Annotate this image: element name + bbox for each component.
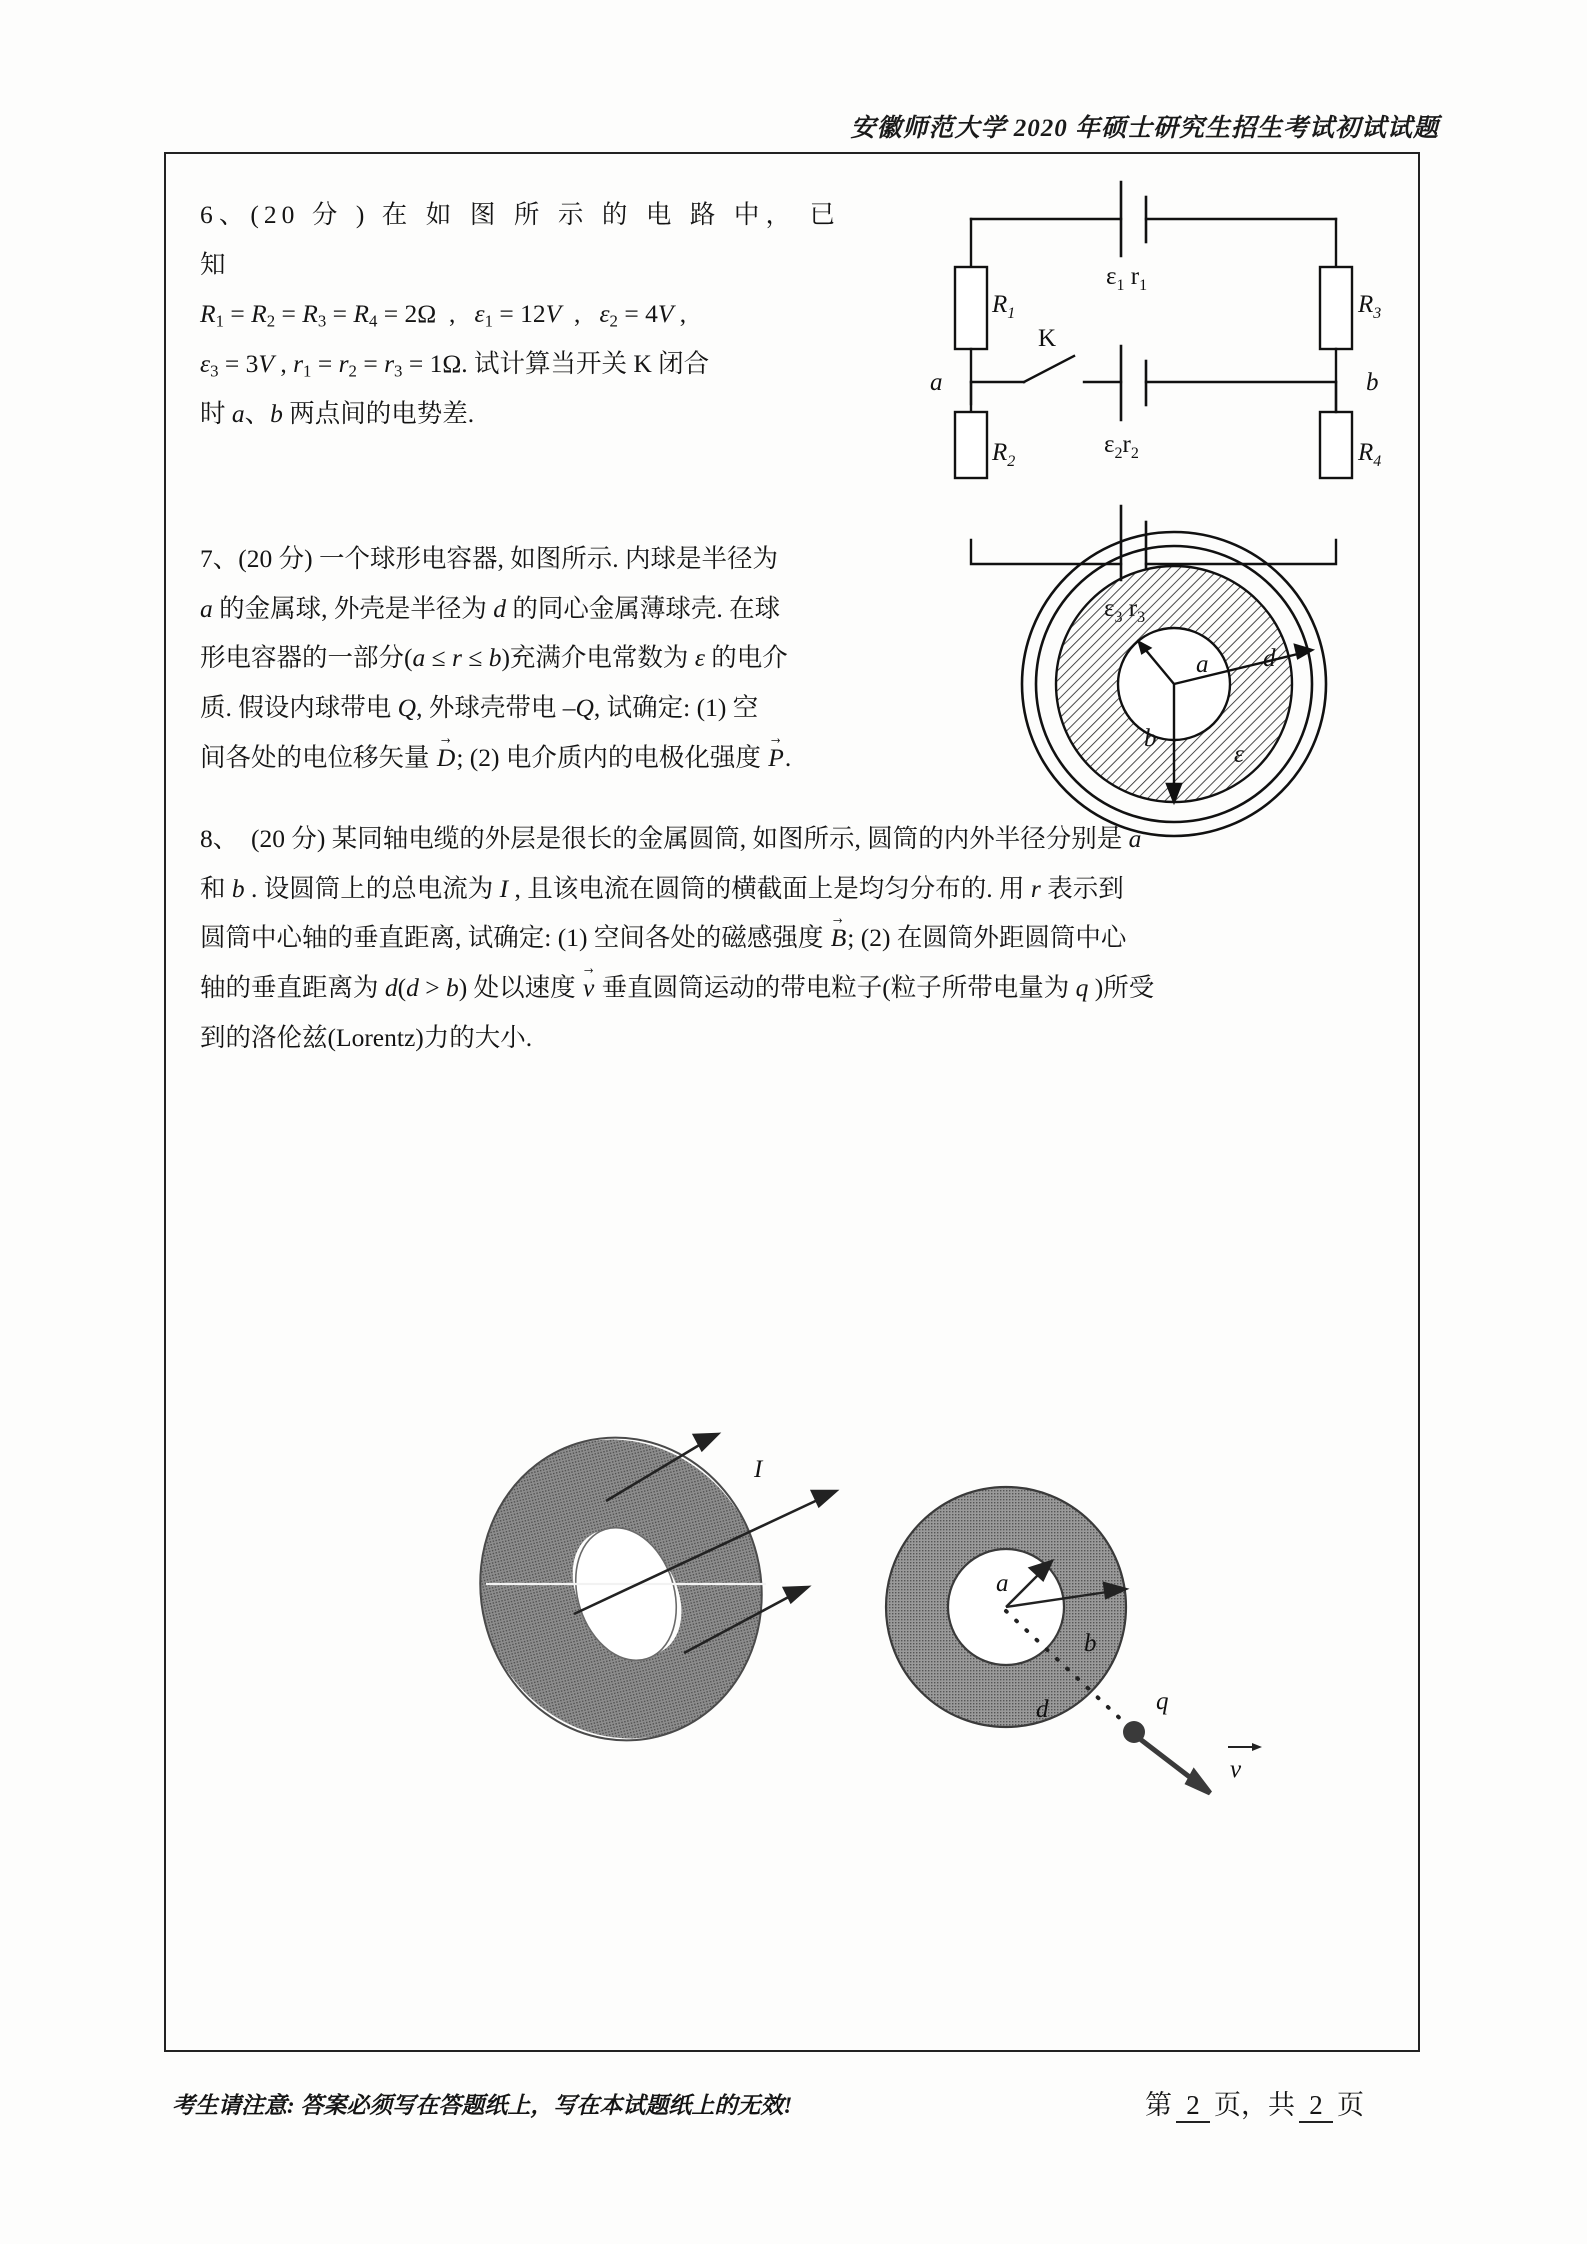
radius-a-label: a: [1196, 651, 1209, 678]
page-current: 2: [1176, 2090, 1210, 2123]
question-7-line-2: a 的金属球, 外壳是半径为 d 的同心金属薄球壳. 在球: [200, 593, 781, 623]
spherical-capacitor-diagram: [966, 524, 1386, 844]
resistor-r2-label: $R_2$: [992, 439, 1016, 470]
question-7-line-4: 质. 假设内球带电 Q, 外球壳带电 –Q, 试确定: (1) 空: [200, 693, 759, 723]
node-b-label: b: [1366, 369, 1379, 396]
radius-d-label: d: [1263, 645, 1276, 672]
switch-k-label: K: [1038, 325, 1057, 352]
question-6-line-4: 时 a、b 两点间的电势差.: [200, 398, 475, 428]
question-8-line-4: 轴的垂直距离为 d(d > b) 处以速度 v → 垂直圆筒运动的带电粒子(粒子所带电量为 q )所受: [200, 963, 1390, 1013]
question-8-marks: (20 分): [251, 824, 326, 853]
page-total: 2: [1299, 2090, 1333, 2123]
question-6-marks: (20 分 ): [250, 200, 370, 229]
question-6-line-2: $R_1 = R_2 = R_3 = R_4 = 2\Omega$ , $\varepsilon_1 = 12V$ , $\varepsilon_2 = 4V$ ,: [200, 299, 687, 332]
question-7-line-1: 7、(20 分) 一个球形电容器, 如图所示. 内球是半径为: [200, 544, 779, 573]
radius-a-label: a: [996, 1570, 1009, 1597]
question-7-line-5: 间各处的电位移矢量 D →; (2) 电介质内的电极化强度 P →.: [200, 733, 900, 783]
page-number: [1145, 2083, 1420, 2123]
emf1-label: $\varepsilon_1$ $r_1$: [1106, 263, 1148, 294]
permittivity-label: ε: [1234, 741, 1244, 768]
question-8-line-5: 到的洛伦兹(Lorentz)力的大小.: [200, 1022, 533, 1052]
current-I-label: I: [754, 1456, 763, 1483]
page-mid: 页，共: [1214, 2090, 1295, 2120]
circuit-diagram: [906, 164, 1396, 484]
radius-b-label: b: [1144, 725, 1157, 752]
question-8-line-1: 8、 (20 分) 某同轴电缆的外层是很长的金属圆筒, 如图所示, 圆筒的内外半径分别是 a: [200, 824, 1142, 853]
page-prefix: 第: [1145, 2090, 1172, 2120]
coaxial-cable-cross-section: [856, 1469, 1306, 1799]
question-6-number: 6、: [200, 200, 251, 229]
coaxial-cable-perspective: [466, 1409, 896, 1769]
question-8-number: 8、: [200, 824, 239, 853]
velocity-v-label: v: [1230, 1756, 1242, 1783]
page-suffix: 页: [1337, 2090, 1364, 2120]
question-7: [200, 534, 900, 783]
footer-note: 考生请注意: 答案必须写在答题纸上，写在本试题纸上的无效!: [172, 2092, 793, 2118]
question-8: [200, 814, 1390, 1063]
content-frame: [164, 152, 1420, 2052]
page-footer: [164, 2074, 1420, 2132]
question-6-line-3: $\varepsilon_3 = 3V$ , $r_1 = r_2 = r_3 = 1\Omega$. 试计算当开关 K 闭合: [200, 349, 710, 381]
resistor-r4-label: $R_4$: [1358, 439, 1382, 470]
resistor-r1-label: $R_1$: [992, 291, 1016, 322]
node-a-label: a: [930, 369, 943, 396]
question-7-marks: (20 分): [238, 544, 313, 573]
question-6: [200, 190, 840, 439]
radius-b-label: b: [1084, 1630, 1097, 1657]
emf2-label: $\varepsilon_2r_2$: [1104, 431, 1139, 462]
question-6-line-1: 6、(20 分 ) 在 如 图 所 示 的 电 路 中， 已 知: [200, 200, 840, 279]
distance-d-label: d: [1036, 1696, 1049, 1723]
question-8-line-2: 和 b . 设圆筒上的总电流为 I , 且该电流在圆筒的横截面上是均匀分布的. 用 r 表示到: [200, 873, 1124, 903]
question-8-line-3: 圆筒中心轴的垂直距离, 试确定: (1) 空间各处的磁感强度 B →; (2) 在圆筒外距圆筒中心: [200, 913, 1390, 963]
page-title: 安徽师范大学 2020 年硕士研究生招生考试初试试题: [850, 115, 1439, 142]
charge-q-label: q: [1156, 1688, 1169, 1715]
question-7-number: 7、: [200, 544, 239, 573]
resistor-r3-label: $R_3$: [1358, 291, 1382, 322]
question-7-line-3: 形电容器的一部分(a ≤ r ≤ b)充满介电常数为 ε 的电介: [200, 643, 788, 673]
